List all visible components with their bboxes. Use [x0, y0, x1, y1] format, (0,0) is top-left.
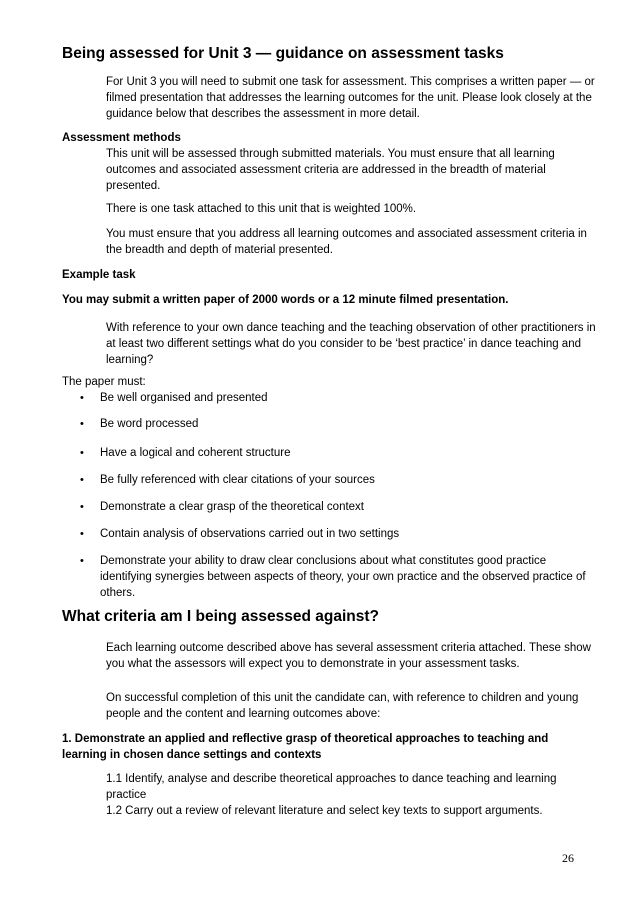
page-heading: Being assessed for Unit 3 — guidance on assessment tasks [62, 45, 504, 62]
list-item: Have a logical and coherent structure [100, 447, 291, 459]
criteria-paragraph-2: On successful completion of this unit the candidate can, with reference to children and young people and the content and learning outcomes above: [106, 692, 579, 720]
methods-paragraph-1: This unit will be assessed through submitted materials. You must ensure that all learning outcomes and associated assessment criteria are addressed in the breadth of material presented. [106, 148, 555, 192]
list-item: Demonstrate a clear grasp of the theoretical context [100, 501, 365, 513]
bullet-marker: • [80, 555, 84, 567]
bullet-marker: • [80, 528, 84, 540]
example-question: With reference to your own dance teaching and the teaching observation of other practitioners in at least two different settings what do you consider to be ‘best practice’ in dance teaching and learning? [106, 322, 596, 366]
example-submit-text: You may submit a written paper of 2000 words or a 12 minute filmed presentation. [62, 294, 509, 306]
list-item: Contain analysis of observations carried out in two settings [100, 528, 400, 540]
methods-paragraph-3: You must ensure that you address all learning outcomes and associated assessment criteria in the breadth and depth of material presented. [106, 228, 587, 256]
bullet-marker: • [80, 392, 84, 404]
learning-outcome-1: 1. Demonstrate an applied and reflective grasp of theoretical approaches to teaching and learning in chosen dance settings and contexts [62, 733, 549, 761]
criteria-heading: What criteria am I being assessed against? [62, 608, 380, 625]
bullet-marker: • [80, 447, 84, 459]
criteria-1-1: 1.1 Identify, analyse and describe theoretical approaches to dance teaching and learning practice [106, 773, 557, 801]
list-item: Be well organised and presented [100, 392, 268, 404]
page-number: 26 [562, 851, 574, 865]
list-item: Be word processed [100, 418, 199, 430]
criteria-1-2: 1.2 Carry out a review of relevant literature and select key texts to support arguments. [106, 805, 543, 817]
methods-paragraph-2: There is one task attached to this unit that is weighted 100%. [106, 203, 417, 215]
paper-must-label: The paper must: [62, 376, 146, 388]
list-item: Demonstrate your ability to draw clear conclusions about what constitutes good practice identifying synergies between aspects of theory, your own practice and the observed practice of others. [100, 555, 586, 599]
intro-paragraph: For Unit 3 you will need to submit one task for assessment. This comprises a written paper — or filmed presentation that addresses the learning outcomes for the unit. Please look closely at the guidance below that describes the assessment in more detail. [106, 76, 595, 120]
bullet-marker: • [80, 474, 84, 486]
list-item: Be fully referenced with clear citations of your sources [100, 474, 375, 486]
bullet-marker: • [80, 501, 84, 513]
example-task-heading: Example task [62, 269, 136, 281]
criteria-paragraph-1: Each learning outcome described above has several assessment criteria attached. These show you what the assessors will expect you to demonstrate in your assessment tasks. [106, 642, 591, 670]
bullet-marker: • [80, 418, 84, 430]
assessment-methods-heading: Assessment methods [62, 132, 181, 144]
